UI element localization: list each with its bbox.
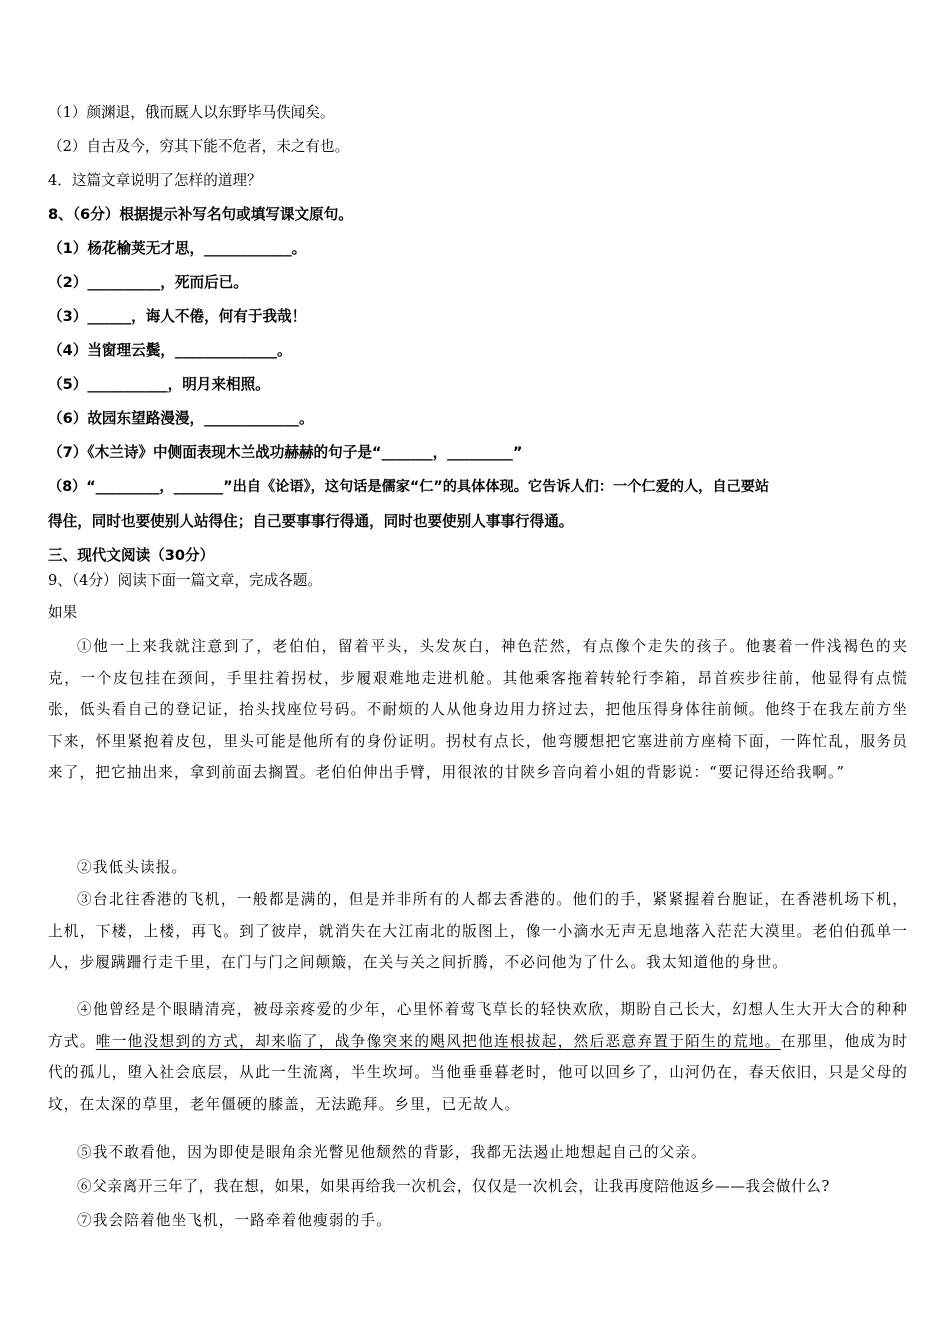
underlined-sentence: 唯一他没想到的方式，却来临了，战争像突来的飓风把他连根拔起，然后恶意弃置于陌生的荒地。 — [95, 1032, 781, 1050]
question-8-item: 得住，同时也要使别人站得住；自己要事事行得通，同时也要使别人事事行得通。 — [48, 513, 574, 530]
article-paragraph-1: ①他一上来我就注意到了，老伯伯，留着平头，头发灰白，神色茫然，有点像个走失的孩子。他裹着一件浅褐色的夹克，一个皮包挂在颈间，手里拄着拐杖，步履艰难地走进机舱。其他乘客拖着转轮行李箱，昂首疾步往前，他显得有点慌张，低头看自己的登记证，抬头找座位号码。不耐烦的人从他身边用力挤过去，把他压得身体往前倾。他终于在我左前方坐下来，怀里紧抱着皮包，里头可能是他所有的身份证明。拐杖有点长，他弯腰想把它塞进前方座椅下面，一阵忙乱，服务员来了，把它抽出来，拿到前面去搁置。老伯伯伸出手臂，用很浓的甘陕乡音向着小姐的背影说：“要记得还给我啊。” — [48, 638, 908, 782]
article-title: 如果 — [48, 604, 78, 621]
question-4: 4．这篇文章说明了怎样的道理？ — [48, 172, 262, 189]
question-7-item-2: （2）自古及今，穷其下能不危者，未之有也。 — [48, 138, 350, 155]
question-8-item: （1）杨花榆荚无才思，____________。 — [48, 240, 307, 257]
article-paragraph-3: ③台北往香港的飞机，一般都是满的，但是并非所有的人都去香港的。他们的手，紧紧握着台胞证，在香港机场下机，上机，下楼，上楼，再飞。到了彼岸，就消失在大江南北的版图上，像一小滴水无声无息地落入茫茫大漠里。老伯伯孤单一人，步履蹒跚行走千里，在门与门之间颠簸，在关与关之间折腾，不必问他为了什么。我太知道他的身世。 — [48, 891, 908, 972]
paragraph-4-text: 在那里，他成为时代的孤儿，堕入社会底层，从此一生流离，半生坎坷。当他垂垂暮老时，他可以回乡了，山河仍在，春天依旧，只是父母的坟，在太深的草里，老年僵硬的膝盖，无法跪拜。乡里，已无故人。 — [48, 1032, 908, 1113]
article-paragraph-5: ⑤我不敢看他，因为即使是眼角余光瞥见他颓然的背影，我都无法遏止地想起自己的父亲。 — [77, 1144, 707, 1161]
question-7-item-1: （1）颜渊退，俄而厩人以东野毕马佚闻矣。 — [48, 104, 335, 121]
question-8-item: （4）当窗理云鬓，______________。 — [48, 342, 292, 359]
question-8-item: （7）《木兰诗》中侧面表现木兰战功赫赫的句子是“_______，_________” — [48, 444, 523, 461]
question-8-item: （2）__________，死而后已。 — [48, 274, 248, 291]
question-8-title: 8、（6分）根据提示补写名句或填写课文原句。 — [48, 206, 353, 223]
paragraph-4-text: ④他曾经是个眼睛清亮，被母亲疼爱的少年，心里怀着莺飞草长的轻快欢欣，期盼自己长大，幻想人生大开大合的种种方式。 — [48, 1001, 908, 1050]
question-8-item: （3）______，诲人不倦，何有于我哉！ — [48, 308, 307, 325]
article-paragraph-6: ⑥父亲离开三年了，我在想，如果，如果再给我一次机会，仅仅是一次机会，让我再度陪他返乡——我会做什么? — [77, 1178, 830, 1195]
section-3-title: 三、现代文阅读（30分） — [48, 547, 215, 564]
question-9: 9、（4分）阅读下面一篇文章，完成各题。 — [48, 572, 322, 589]
question-8-item: （8）“_________，_______”出自《论语》，这句话是儒家“仁”的具体体现。它告诉人们：一个仁爱的人，自己要站 — [48, 479, 770, 495]
article-paragraph-4 — [48, 994, 908, 1120]
question-8-item: （5）___________，明月来相照。 — [48, 376, 270, 393]
article-paragraph-7: ⑦我会陪着他坐飞机，一路牵着他瘦弱的手。 — [77, 1212, 392, 1229]
question-8-item: （6）故园东望路漫漫，_____________。 — [48, 410, 314, 427]
article-paragraph-2: ②我低头读报。 — [77, 859, 188, 876]
